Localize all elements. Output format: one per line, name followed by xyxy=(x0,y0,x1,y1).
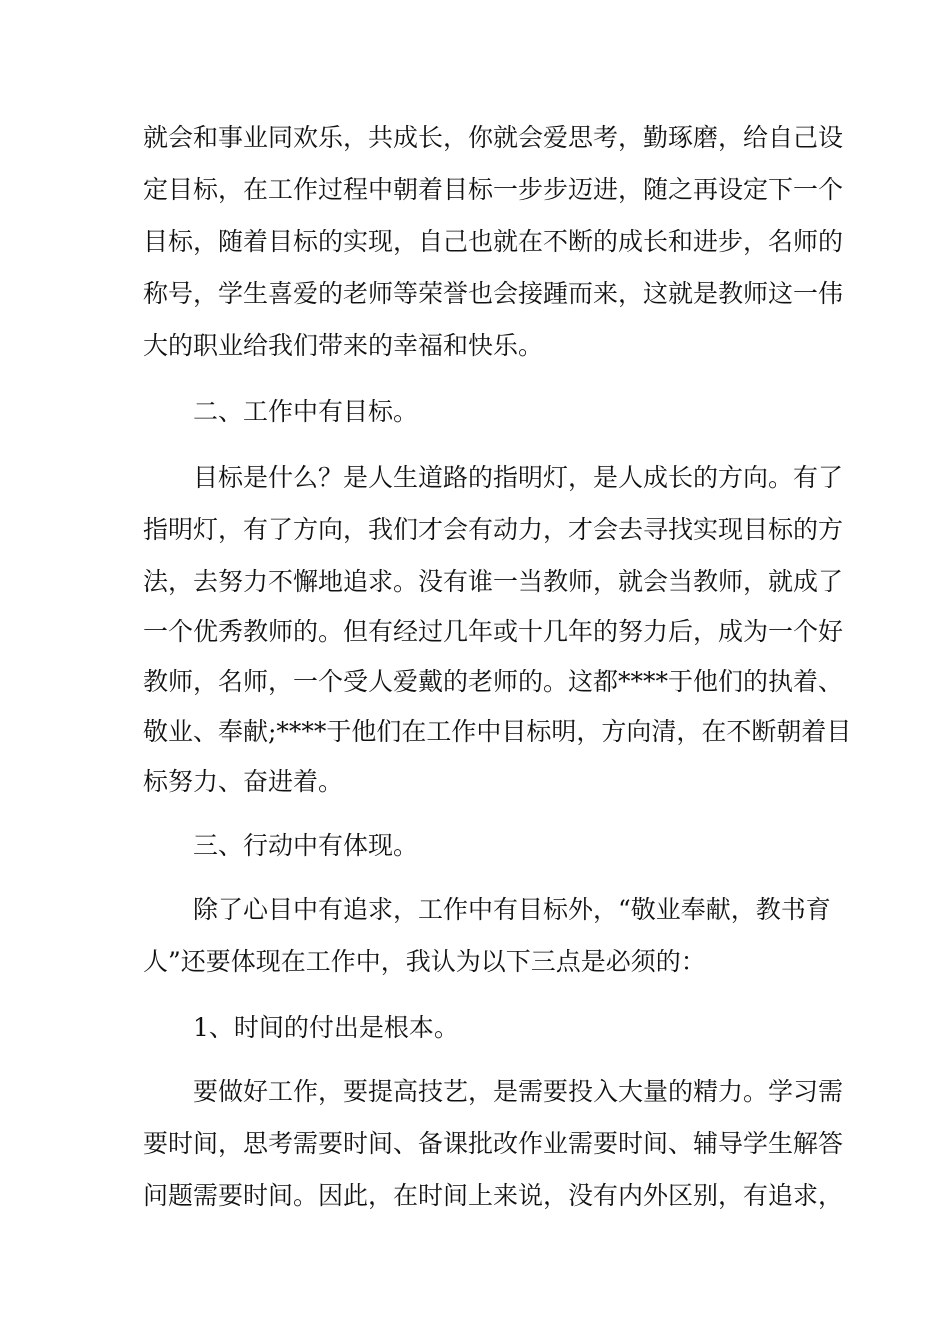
text-line: 大的职业给我们带来的幸福和快乐。 xyxy=(143,331,544,360)
text-line: 称号，学生喜爱的老师等荣誉也会接踵而来，这就是教师这一伟 xyxy=(143,279,844,308)
subsection-heading: 1、时间的付出是根本。 xyxy=(193,1013,459,1042)
text-line: 敬业、奉献;****于他们在工作中目标明，方向清，在不断朝着目 xyxy=(143,717,852,746)
text-line: 要做好工作，要提高技艺，是需要投入大量的精力。学习需 xyxy=(193,1077,844,1106)
text-line: 标努力、奋进着。 xyxy=(143,767,344,796)
text-line: 目标是什么？是人生道路的指明灯，是人成长的方向。有了 xyxy=(193,463,844,492)
section-heading: 三、行动中有体现。 xyxy=(193,831,419,860)
text-line: 除了心目中有追求，工作中有目标外，“敬业奉献，教书育 xyxy=(193,895,831,924)
text-line: 就会和事业同欢乐，共成长，你就会爱思考，勤琢磨，给自己设 xyxy=(143,123,844,152)
text-line: 定目标，在工作过程中朝着目标一步步迈进，随之再设定下一个 xyxy=(143,175,844,204)
text-line: 法，去努力不懈地追求。没有谁一当教师，就会当教师，就成了 xyxy=(143,567,844,596)
text-line: 教师，名师，一个受人爱戴的老师的。这都****于他们的执着、 xyxy=(143,667,844,696)
text-line: 一个优秀教师的。但有经过几年或十几年的努力后，成为一个好 xyxy=(143,617,844,646)
text-line: 人”还要体现在工作中，我认为以下三点是必须的： xyxy=(143,947,706,976)
text-line: 要时间，思考需要时间、备课批改作业需要时间、辅导学生解答 xyxy=(143,1129,844,1158)
text-line: 问题需要时间。因此，在时间上来说，没有内外区别，有追求， xyxy=(143,1181,844,1210)
text-line: 指明灯，有了方向，我们才会有动力，才会去寻找实现目标的方 xyxy=(143,515,844,544)
section-heading: 二、工作中有目标。 xyxy=(193,397,419,426)
text-line: 目标，随着目标的实现，自己也就在不断的成长和进步，名师的 xyxy=(143,227,844,256)
